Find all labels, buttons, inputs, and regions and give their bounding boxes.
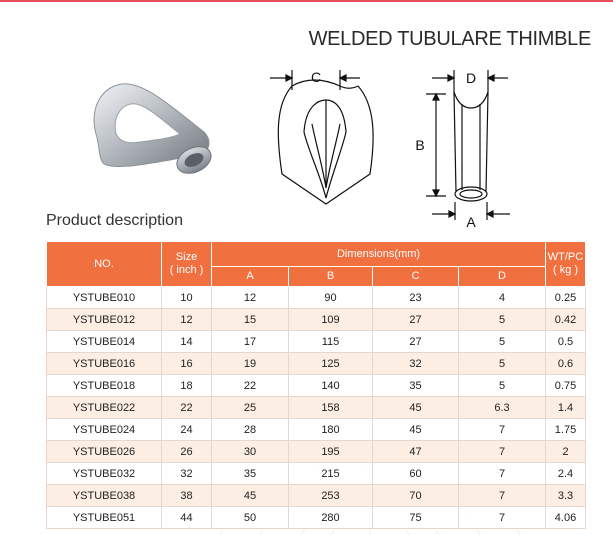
header-size <box>162 242 212 287</box>
cell-no: YSTUBE026 <box>47 441 162 463</box>
cell-no: YSTUBE014 <box>47 331 162 353</box>
cell-size: 10 <box>162 287 212 309</box>
cell-c: 32 <box>373 353 459 375</box>
header-dimensions: Dimensions(mm) <box>212 242 546 267</box>
header-weight <box>546 242 586 287</box>
cell-no: YSTUBE051 <box>47 507 162 529</box>
table-row <box>47 419 586 441</box>
cell-weight: 3.3 <box>546 485 586 507</box>
cell-size: 32 <box>162 463 212 485</box>
cell-d: 7 <box>459 507 546 529</box>
cell-weight: 0.42 <box>546 309 586 331</box>
cell-size: 38 <box>162 485 212 507</box>
cell-b: 253 <box>289 485 373 507</box>
header-a: A <box>212 267 289 287</box>
header-d: D <box>459 267 546 287</box>
cell-b: 115 <box>289 331 373 353</box>
cell-weight: 0.25 <box>546 287 586 309</box>
cell-c: 35 <box>373 375 459 397</box>
header-no: NO. <box>47 242 162 287</box>
header-c: C <box>373 267 459 287</box>
table-row <box>47 353 586 375</box>
cell-c: 70 <box>373 485 459 507</box>
cell-b: 280 <box>289 507 373 529</box>
cell-b: 215 <box>289 463 373 485</box>
cell-a: 22 <box>212 375 289 397</box>
cell-weight: 4.06 <box>546 507 586 529</box>
header-weight-line2: ( kg ) <box>552 264 579 276</box>
cell-d: 5 <box>459 309 546 331</box>
top-accent-bar <box>0 0 613 2</box>
dimension-c-label: C <box>310 69 322 85</box>
header-size-line1: Size <box>175 251 198 264</box>
header-weight-line1: WT/PC <box>547 251 584 264</box>
cell-c: 60 <box>373 463 459 485</box>
cell-a: 45 <box>212 485 289 507</box>
table-row <box>47 287 586 309</box>
cell-d: 5 <box>459 353 546 375</box>
cell-a: 19 <box>212 353 289 375</box>
cell-no: YSTUBE018 <box>47 375 162 397</box>
page-title: WELDED TUBULARE THIMBLE <box>308 28 591 50</box>
cell-a: 17 <box>212 331 289 353</box>
cell-weight: 0.75 <box>546 375 586 397</box>
cell-a: 12 <box>212 287 289 309</box>
cell-d: 6.3 <box>459 397 546 419</box>
cell-no: YSTUBE022 <box>47 397 162 419</box>
table-row <box>47 331 586 353</box>
cell-d: 7 <box>459 485 546 507</box>
cell-size: 22 <box>162 397 212 419</box>
header-size-line2: ( inch ) <box>169 264 204 276</box>
table-row <box>47 441 586 463</box>
cell-b: 140 <box>289 375 373 397</box>
cell-a: 50 <box>212 507 289 529</box>
section-subtitle: Product description <box>46 212 183 229</box>
cell-size: 16 <box>162 353 212 375</box>
cell-b: 90 <box>289 287 373 309</box>
cell-d: 5 <box>459 375 546 397</box>
cell-d: 7 <box>459 463 546 485</box>
table-row <box>47 507 586 529</box>
cell-no: YSTUBE032 <box>47 463 162 485</box>
thimble-front-drawing-icon <box>412 64 522 234</box>
cell-no: YSTUBE016 <box>47 353 162 375</box>
cell-b: 109 <box>289 309 373 331</box>
cell-a: 30 <box>212 441 289 463</box>
thimble-photo-icon <box>76 74 226 194</box>
dimension-a-label: A <box>466 214 476 230</box>
cell-no: YSTUBE010 <box>47 287 162 309</box>
cell-c: 27 <box>373 309 459 331</box>
table-row <box>47 485 586 507</box>
cell-no: YSTUBE038 <box>47 485 162 507</box>
cell-weight: 2.4 <box>546 463 586 485</box>
cell-weight: 2 <box>546 441 586 463</box>
cell-weight: 0.6 <box>546 353 586 375</box>
table-row <box>47 309 586 331</box>
cell-c: 47 <box>373 441 459 463</box>
cell-a: 15 <box>212 309 289 331</box>
cell-no: YSTUBE024 <box>47 419 162 441</box>
cell-weight: 0.5 <box>546 331 586 353</box>
cell-d: 4 <box>459 287 546 309</box>
cell-d: 7 <box>459 441 546 463</box>
cell-size: 44 <box>162 507 212 529</box>
dimension-b-label: B <box>415 137 425 153</box>
table-row <box>47 463 586 485</box>
cell-size: 24 <box>162 419 212 441</box>
cell-b: 195 <box>289 441 373 463</box>
cell-weight: 1.75 <box>546 419 586 441</box>
dimension-d-label: D <box>465 70 477 86</box>
cell-b: 158 <box>289 397 373 419</box>
header-b: B <box>289 267 373 287</box>
spec-table-body <box>47 287 586 529</box>
cell-c: 45 <box>373 397 459 419</box>
cell-b: 125 <box>289 353 373 375</box>
table-row <box>47 397 586 419</box>
cell-c: 45 <box>373 419 459 441</box>
cell-c: 27 <box>373 331 459 353</box>
spec-table <box>46 241 586 529</box>
cell-a: 35 <box>212 463 289 485</box>
cell-d: 5 <box>459 331 546 353</box>
cell-no: YSTUBE012 <box>47 309 162 331</box>
cell-c: 75 <box>373 507 459 529</box>
cell-b: 180 <box>289 419 373 441</box>
cell-a: 25 <box>212 397 289 419</box>
cell-size: 12 <box>162 309 212 331</box>
spec-table-container <box>46 241 585 529</box>
cell-size: 14 <box>162 331 212 353</box>
cell-size: 26 <box>162 441 212 463</box>
cell-c: 23 <box>373 287 459 309</box>
cell-weight: 1.4 <box>546 397 586 419</box>
cell-a: 28 <box>212 419 289 441</box>
cell-d: 7 <box>459 419 546 441</box>
table-row <box>47 375 586 397</box>
cell-size: 18 <box>162 375 212 397</box>
